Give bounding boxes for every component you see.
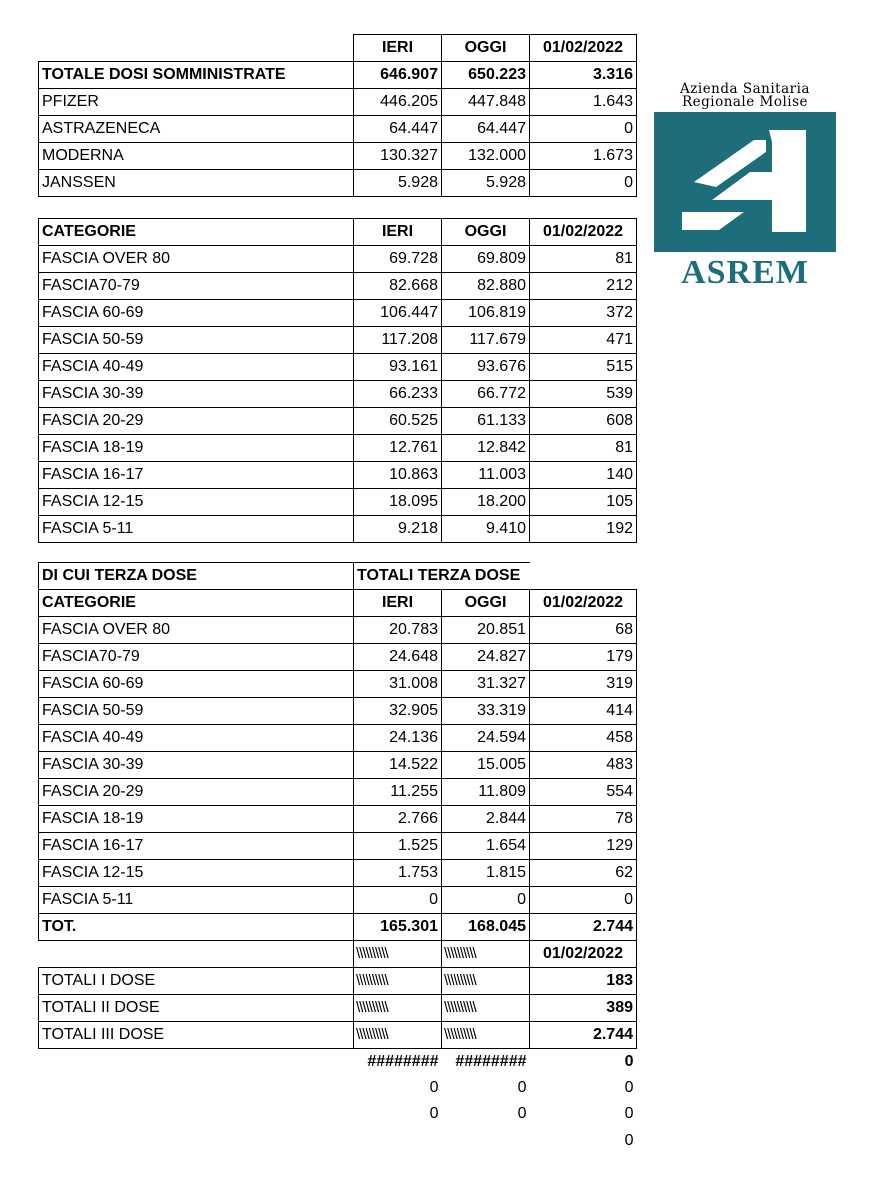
dose-header-row	[39, 941, 637, 968]
logo-emblem	[654, 112, 836, 252]
table-row: FASCIA 60-69 31.008 31.327 319	[39, 671, 637, 698]
table-row: FASCIA 60-69 106.447 106.819 372	[39, 300, 637, 327]
table-row: FASCIA OVER 80 69.728 69.809 81	[39, 246, 637, 273]
dose-row: TOTALI I DOSE \\\\\\\\\\ \\\\\\\\\\ 183	[39, 968, 637, 995]
header-date: 01/02/2022	[530, 35, 637, 62]
header-ieri: IERI	[354, 35, 442, 62]
table-row: FASCIA 30-39 66.233 66.772 539	[39, 381, 637, 408]
table-row: FASCIA 30-39 14.522 15.005 483	[39, 752, 637, 779]
table-row: FASCIA 50-59 117.208 117.679 471	[39, 327, 637, 354]
table-header-row	[39, 35, 637, 62]
table-row: FASCIA 18-19 2.766 2.844 78	[39, 806, 637, 833]
table-row: ASTRAZENECA 64.447 64.447 0	[39, 116, 637, 143]
trailing-row: 0	[624, 1131, 634, 1149]
table-row: FASCIA 12-15 18.095 18.200 105	[39, 489, 637, 516]
table-row: TOTALE DOSI SOMMINISTRATE 646.907 650.223 3.316	[39, 62, 637, 89]
logo-name: ASREM	[681, 254, 809, 291]
hatch-cell: \\\\\\\\\\	[442, 941, 530, 968]
table-row: FASCIA 20-29 11.255 11.809 554	[39, 779, 637, 806]
overflow-row: ######## ######## 0	[367, 1053, 634, 1070]
table-row: FASCIA 12-15 1.753 1.815 62	[39, 860, 637, 887]
table-row: FASCIA 16-17 10.863 11.003 140	[39, 462, 637, 489]
table-row: FASCIA OVER 80 20.783 20.851 68	[39, 617, 637, 644]
logo-subtitle-line1: Azienda Sanitaria	[680, 81, 810, 97]
header-empty-cell	[39, 35, 354, 62]
table-row: FASCIA 20-29 60.525 61.133 608	[39, 408, 637, 435]
table-header-row: CATEGORIE IERI OGGI 01/02/2022	[39, 590, 637, 617]
table-row: FASCIA70-79 82.668 82.880 212	[39, 273, 637, 300]
header-oggi: OGGI	[442, 35, 530, 62]
stylized-s-icon	[654, 112, 836, 252]
table-row: PFIZER 446.205 447.848 1.643	[39, 89, 637, 116]
categories-table	[38, 218, 637, 543]
table-row: FASCIA 5-11 9.218 9.410 192	[39, 516, 637, 543]
table-title-row	[39, 563, 637, 590]
third-dose-subtitle: TOTALI TERZA DOSE	[354, 563, 530, 590]
vaccine-totals-table	[38, 34, 637, 197]
logo-subtitle-line2: Regionale Molise	[681, 94, 809, 110]
dose-row: TOTALI II DOSE \\\\\\\\\\ \\\\\\\\\\ 389	[39, 995, 637, 1022]
total-row: TOT. 165.301 168.045 2.744	[39, 914, 637, 941]
table-row: FASCIA70-79 24.648 24.827 179	[39, 644, 637, 671]
trailing-row: 0 0 0	[429, 1079, 634, 1097]
table-row: FASCIA 50-59 32.905 33.319 414	[39, 698, 637, 725]
dose-date: 01/02/2022	[530, 941, 637, 968]
table-header-row: CATEGORIE IERI OGGI 01/02/2022	[39, 219, 637, 246]
third-dose-table	[38, 562, 637, 1154]
third-dose-title: DI CUI TERZA DOSE	[39, 563, 354, 590]
trailing-row: 0 0 0	[429, 1105, 634, 1123]
table-row: JANSSEN 5.928 5.928 0	[39, 170, 637, 197]
table-row: FASCIA 16-17 1.525 1.654 129	[39, 833, 637, 860]
hatch-cell: \\\\\\\\\\	[354, 941, 442, 968]
asrem-logo	[652, 83, 838, 292]
dose-row: TOTALI III DOSE \\\\\\\\\\ \\\\\\\\\\ 2.744	[39, 1022, 637, 1049]
table-row: FASCIA 5-11 0 0 0	[39, 887, 637, 914]
table-row: FASCIA 40-49 93.161 93.676 515	[39, 354, 637, 381]
table-row: FASCIA 18-19 12.761 12.842 81	[39, 435, 637, 462]
table-row: MODERNA 130.327 132.000 1.673	[39, 143, 637, 170]
table-row: FASCIA 40-49 24.136 24.594 458	[39, 725, 637, 752]
